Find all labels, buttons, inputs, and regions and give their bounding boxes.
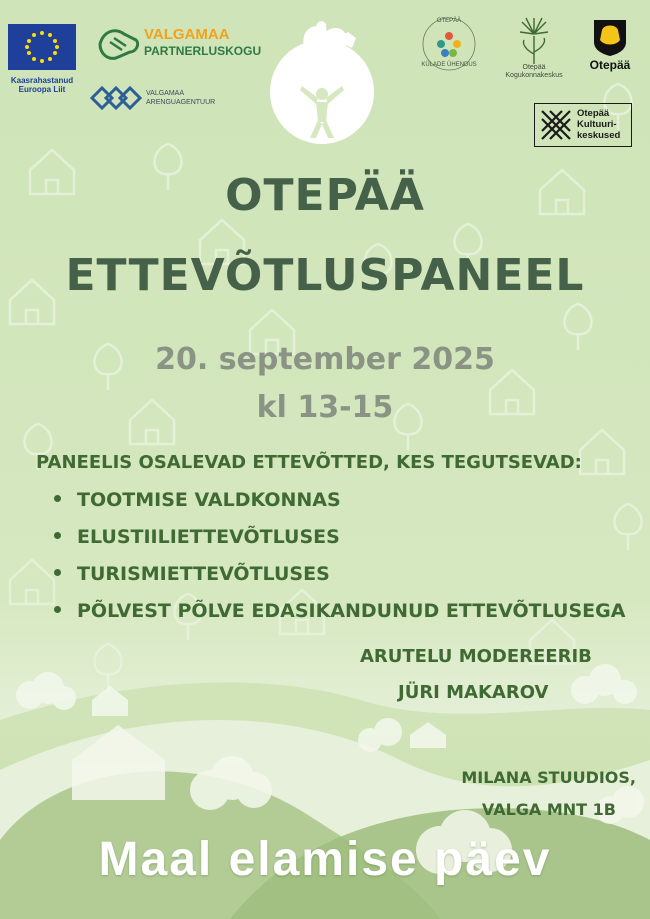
- kogukonnakeskus-line2: Kogukonnakeskus: [505, 72, 563, 79]
- otepaa-crest-logo: [584, 20, 636, 80]
- partnerluskogu-label: PARTNERLUSKOGU: [144, 44, 262, 58]
- kultuurikeskused-logo: [534, 103, 632, 147]
- event-date: 20. september 2025: [155, 342, 495, 377]
- list-item: [54, 482, 625, 519]
- otepaa-label: Otepää: [589, 58, 631, 72]
- otepaa-crest-icon: [594, 20, 626, 56]
- list-item-label: TURISMIETTEVÕTLUSES: [77, 563, 330, 585]
- bullet-icon: [54, 495, 61, 502]
- list-item: [54, 556, 625, 593]
- moderator-label: ARUTELU MODEREERIB: [360, 646, 592, 667]
- tagline: Maal elamise päev: [98, 833, 552, 886]
- village-emblem-icon: [266, 18, 378, 146]
- panel-list: [54, 482, 625, 630]
- moderator-name: JÜRI MAKAROV: [398, 682, 549, 703]
- list-item: [54, 519, 625, 556]
- bullet-icon: [54, 532, 61, 539]
- bullet-icon: [54, 569, 61, 576]
- kultuur-line2: Kultuuri-: [577, 119, 617, 130]
- dandelion-icon: [516, 14, 552, 64]
- kultuur-line1: Otepää: [577, 108, 610, 119]
- kultuur-icon: [540, 109, 572, 141]
- arenguagentuur-logo: [90, 86, 250, 112]
- bullet-icon: [54, 606, 61, 613]
- location-line1: MILANA STUUDIOS,: [461, 768, 636, 787]
- eu-logo-line1: Kaasrahastanud: [10, 76, 74, 85]
- location-line2: VALGA MNT 1B: [481, 800, 616, 819]
- eu-logo-line2: Euroopa Liit: [18, 85, 66, 94]
- list-item-label: TOOTMISE VALDKONNAS: [77, 489, 341, 511]
- valgamaa-partnerluskogu-logo: [96, 22, 262, 66]
- kylade-uhendus-logo: [420, 14, 478, 74]
- event-title-line1: OTEPÄÄ: [225, 170, 425, 221]
- event-title-line2: ETTEVÕTLUSPANEEL: [65, 250, 585, 301]
- list-item-label: ELUSTIILIETTEVÕTLUSES: [77, 526, 340, 548]
- knot-icon: [90, 86, 142, 110]
- kogukonnakeskus-line1: Otepää: [522, 64, 546, 71]
- kylade-top-label: OTEPÄÄ: [436, 18, 462, 24]
- kylade-bottom-label: KÜLADE ÜHENDUS: [421, 62, 477, 68]
- valgamaa-label: VALGAMAA: [144, 26, 230, 43]
- eu-flag-icon: [8, 24, 76, 70]
- arenguagentuur-line1: VALGAMAA: [146, 90, 184, 97]
- arenguagentuur-line2: ARENGUAGENTUUR: [146, 99, 216, 106]
- list-item: [54, 593, 625, 630]
- list-item-label: PÕLVEST PÕLVE EDASIKANDUNUD ETTEVÕTLUSEGA: [77, 600, 626, 622]
- kogukonnakeskus-logo: [496, 14, 572, 86]
- panel-heading: PANEELIS OSALEVAD ETTEVÕTTED, KES TEGUTSEVAD:: [36, 452, 582, 473]
- eu-logo: [8, 24, 78, 94]
- kultuur-line3: keskused: [577, 130, 621, 141]
- event-time: kl 13-15: [256, 390, 394, 425]
- handshake-icon: [96, 24, 142, 64]
